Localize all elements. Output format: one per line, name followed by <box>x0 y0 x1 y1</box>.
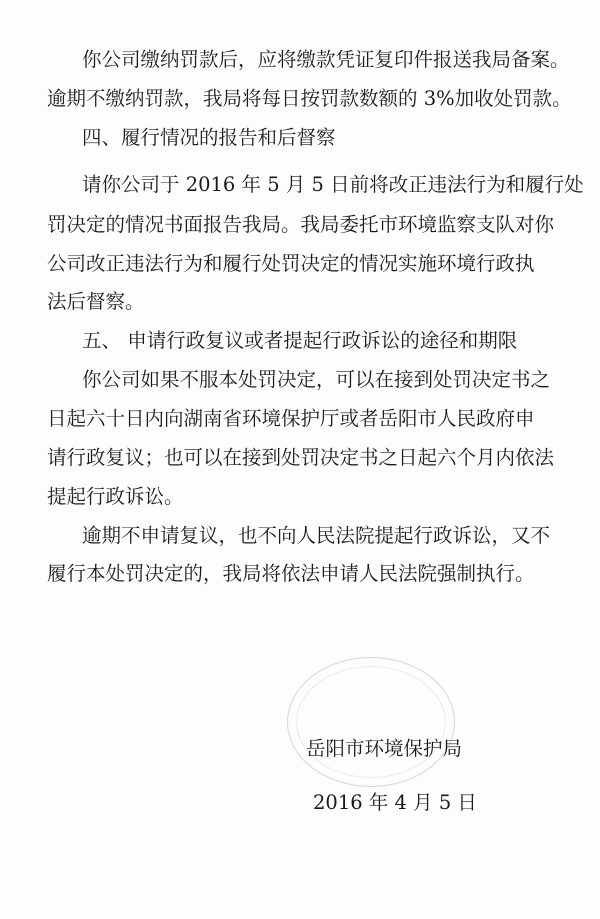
official-seal <box>287 657 455 787</box>
section4-line-3: 公司改正违法行为和履行处罚决定的情况实施环境行政执 <box>47 252 535 275</box>
closing-line-2: 履行本处罚决定的，我局将依法申请人民法院强制执行。 <box>47 562 535 585</box>
section5-line-3: 请行政复议；也可以在接到处罚决定书之日起六个月内依法 <box>47 446 555 469</box>
payment-line-2: 逾期不缴纳罚款，我局将每日按罚款数额的 3%加收处罚款。 <box>47 87 572 110</box>
section5-line-2: 日起六十日内向湖南省环境保护厅或者岳阳市人民政府申 <box>47 407 535 430</box>
section5-heading: 五、 申请行政复议或者提起行政诉讼的途径和期限 <box>82 329 518 352</box>
section4-line-2: 罚决定的情况书面报告我局。我局委托市环境监察支队对你 <box>47 213 555 236</box>
section4-heading: 四、履行情况的报告和后督察 <box>82 126 336 149</box>
section4-line-4: 法后督察。 <box>47 290 145 313</box>
issuer-name: 岳阳市环境保护局 <box>306 737 463 760</box>
section4-line-1: 请你公司于 2016 年 5 月 5 日前将改正违法行为和履行处 <box>82 173 584 196</box>
issue-date: 2016 年 4 月 5 日 <box>313 791 477 814</box>
section5-line-1: 你公司如果不服本处罚决定，可以在接到处罚决定书之 <box>82 368 551 391</box>
closing-line-1: 逾期不申请复议，也不向人民法院提起行政诉讼，又不 <box>82 524 551 547</box>
payment-line-1: 你公司缴纳罚款后，应将缴款凭证复印件报送我局备案。 <box>82 48 570 71</box>
section5-line-4: 提起行政诉讼。 <box>47 485 184 508</box>
